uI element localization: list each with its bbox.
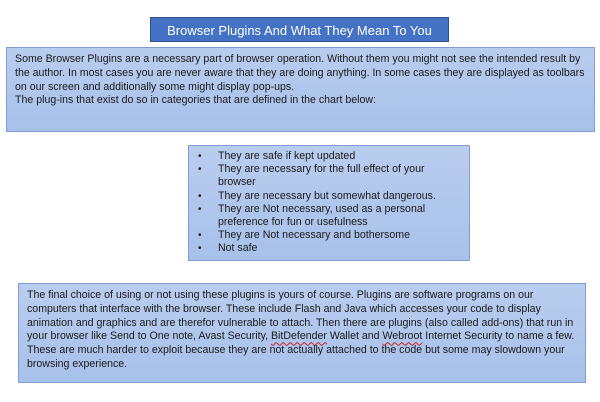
list-item bbox=[195, 150, 461, 163]
intro-paragraph-1: Some Browser Plugins are a necessary part of browser operation. Without them you might not see the intended result by the author. In most cases you are never aware that they are doing anything. In some cases they are displayed as toolbars on our screen and additionally some might display pop-ups. bbox=[15, 53, 585, 93]
conclusion-panel bbox=[18, 283, 586, 383]
page-title: Browser Plugins And What They Mean To You bbox=[150, 17, 449, 42]
bullet-icon: • bbox=[198, 151, 202, 162]
list-item bbox=[195, 163, 461, 189]
bullet-icon: • bbox=[198, 203, 202, 215]
list-item-text: Not safe bbox=[218, 242, 258, 255]
webroot-term: Webroot bbox=[382, 330, 423, 343]
list-item-text: They are Not necessary, used as a personal preference for fun or usefulness bbox=[218, 202, 426, 229]
list-item bbox=[195, 203, 461, 229]
intro-paragraph-2: The plug-ins that exist do so in categories that are defined in the chart below: bbox=[15, 94, 376, 107]
list-item-text: They are necessary for the full effect of your browser bbox=[218, 163, 425, 189]
list-item-text: They are necessary but somewhat dangerous. bbox=[218, 189, 436, 202]
conclusion-text-b: Wallet and bbox=[326, 330, 383, 343]
list-item-text: They are safe if kept updated bbox=[218, 150, 356, 162]
bullet-icon: • bbox=[198, 243, 202, 255]
conclusion-text-a: The final choice of using or not using these plugins is yours of course. Plugins are software programs on our computers that interface with the browser. These include Flash and Java which accesses your code to display animation and graphics and are therefor vulnerable to attach. Then there are plugins (also called add-ons) that run in your browser like Send to One note, Avast Security, bbox=[27, 289, 574, 343]
conclusion-text-c: Internet Security to name a few. These are much harder to exploit because they are not actually attached to the code but some may slowdown your browsing experience. bbox=[27, 330, 575, 370]
bullet-icon: • bbox=[198, 230, 202, 242]
bullet-icon: • bbox=[198, 190, 202, 202]
list-item-text: They are Not necessary and bothersome bbox=[218, 229, 410, 242]
intro-panel bbox=[6, 47, 595, 132]
list-item bbox=[195, 229, 461, 242]
conclusion-paragraph bbox=[27, 289, 577, 372]
bitdefender-term: BitDefender bbox=[270, 330, 327, 343]
list-item bbox=[195, 242, 461, 255]
bullet-icon: • bbox=[198, 164, 202, 176]
categories-panel bbox=[188, 145, 470, 261]
list-item bbox=[195, 190, 461, 203]
categories-list bbox=[195, 150, 461, 256]
